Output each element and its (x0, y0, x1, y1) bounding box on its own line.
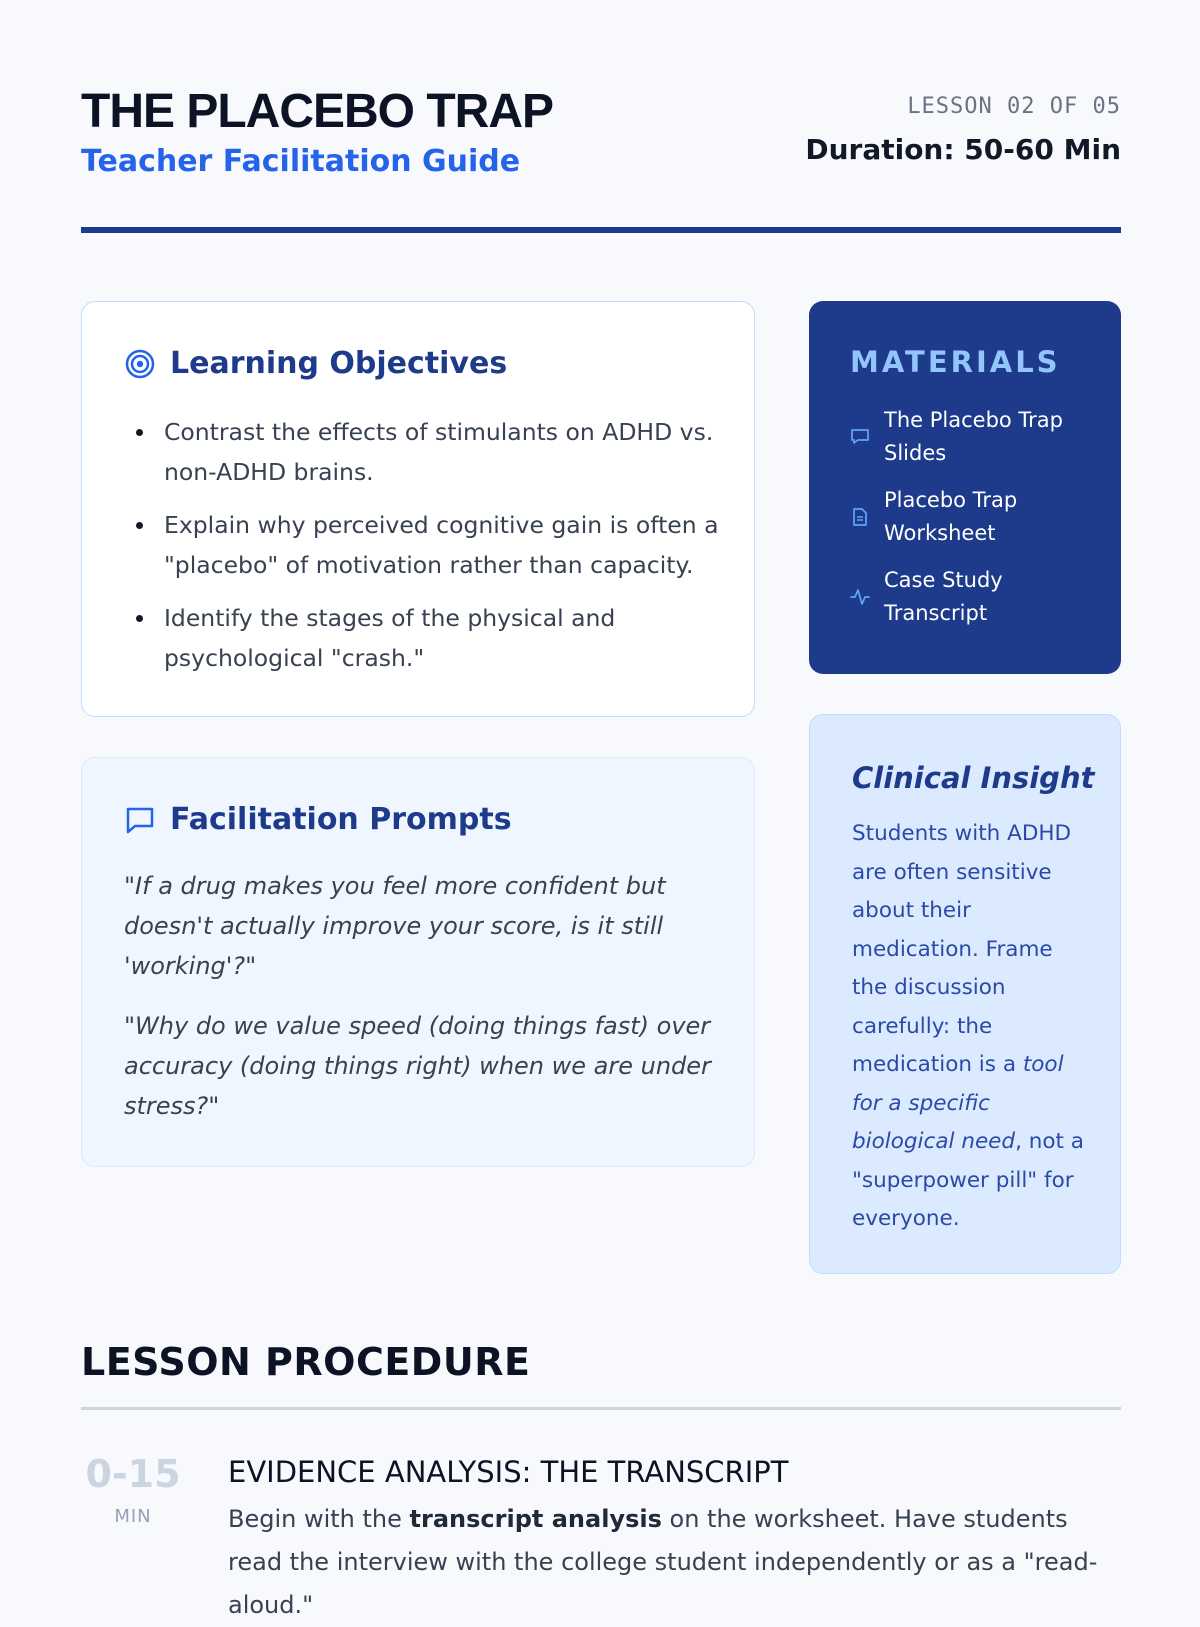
objectives-list (136, 412, 736, 691)
prompts-heading (124, 802, 512, 837)
objectives-title: Learning Objectives (170, 346, 508, 381)
facilitation-prompts-card (81, 757, 755, 1167)
step-bold-text: transcript analysis (409, 1505, 662, 1533)
material-item[interactable] (850, 404, 1100, 470)
insight-title: Clinical Insight (852, 761, 1095, 795)
insight-text: Students with ADHD are often sensitive about their medication. Frame the discussion carefully: the medication is a (852, 821, 1072, 1077)
material-label: Case Study Transcript (884, 568, 1003, 625)
materials-title: MATERIALS (850, 345, 1061, 379)
prompts-title: Facilitation Prompts (170, 802, 512, 837)
materials-list (850, 404, 1100, 644)
step-time: 0-15 (85, 1452, 181, 1496)
procedure-divider (81, 1407, 1121, 1410)
lesson-duration: Duration: 50-60 Min (805, 133, 1121, 166)
material-item[interactable] (850, 564, 1100, 630)
objective-item: Identify the stages of the physical and psychological "crash." (136, 598, 736, 678)
page-header (81, 84, 1121, 234)
objectives-heading (124, 346, 507, 381)
procedure-heading: LESSON PROCEDURE (81, 1340, 531, 1384)
material-label: The Placebo Trap Slides (884, 408, 1063, 465)
clinical-insight-card (809, 714, 1121, 1274)
step-text: on the worksheet. Have students read the interview with the college student independently or as a "read-aloud." (228, 1505, 1098, 1619)
document-icon (850, 507, 870, 527)
material-label: Placebo Trap Worksheet (884, 488, 1018, 545)
header-divider (81, 227, 1121, 233)
target-icon (124, 348, 156, 380)
insight-emphasis: tool for a specific biological need (852, 1052, 1064, 1154)
step-text: Begin with the (228, 1505, 410, 1533)
insight-body (852, 815, 1084, 1239)
learning-objectives-card (81, 301, 755, 717)
materials-card (809, 301, 1121, 674)
presentation-icon (850, 427, 870, 447)
page-title: THE PLACEBO TRAP (81, 85, 554, 138)
page-subtitle: Teacher Facilitation Guide (81, 144, 521, 179)
prompt-quote: "If a drug makes you feel more confident but doesn't actually improve your score, is it still 'working'?" (124, 872, 666, 980)
objective-item: Contrast the effects of stimulants on ADHD vs. non-ADHD brains. (136, 412, 736, 492)
insight-text: , not a "superpower pill" for everyone. (852, 1129, 1084, 1231)
chat-icon (124, 804, 156, 836)
step-time-unit: MIN (114, 1506, 152, 1527)
step-body (228, 1498, 1128, 1627)
objective-item: Explain why perceived cognitive gain is often a "placebo" of motivation rather than capacity. (136, 505, 736, 585)
prompt-quote: "Why do we value speed (doing things fast) over accuracy (doing things right) when we are under stress?" (124, 1012, 711, 1120)
lesson-number: LESSON 02 OF 05 (907, 94, 1121, 119)
activity-icon (850, 587, 870, 607)
step-title: EVIDENCE ANALYSIS: THE TRANSCRIPT (228, 1455, 789, 1489)
material-item[interactable] (850, 484, 1100, 550)
